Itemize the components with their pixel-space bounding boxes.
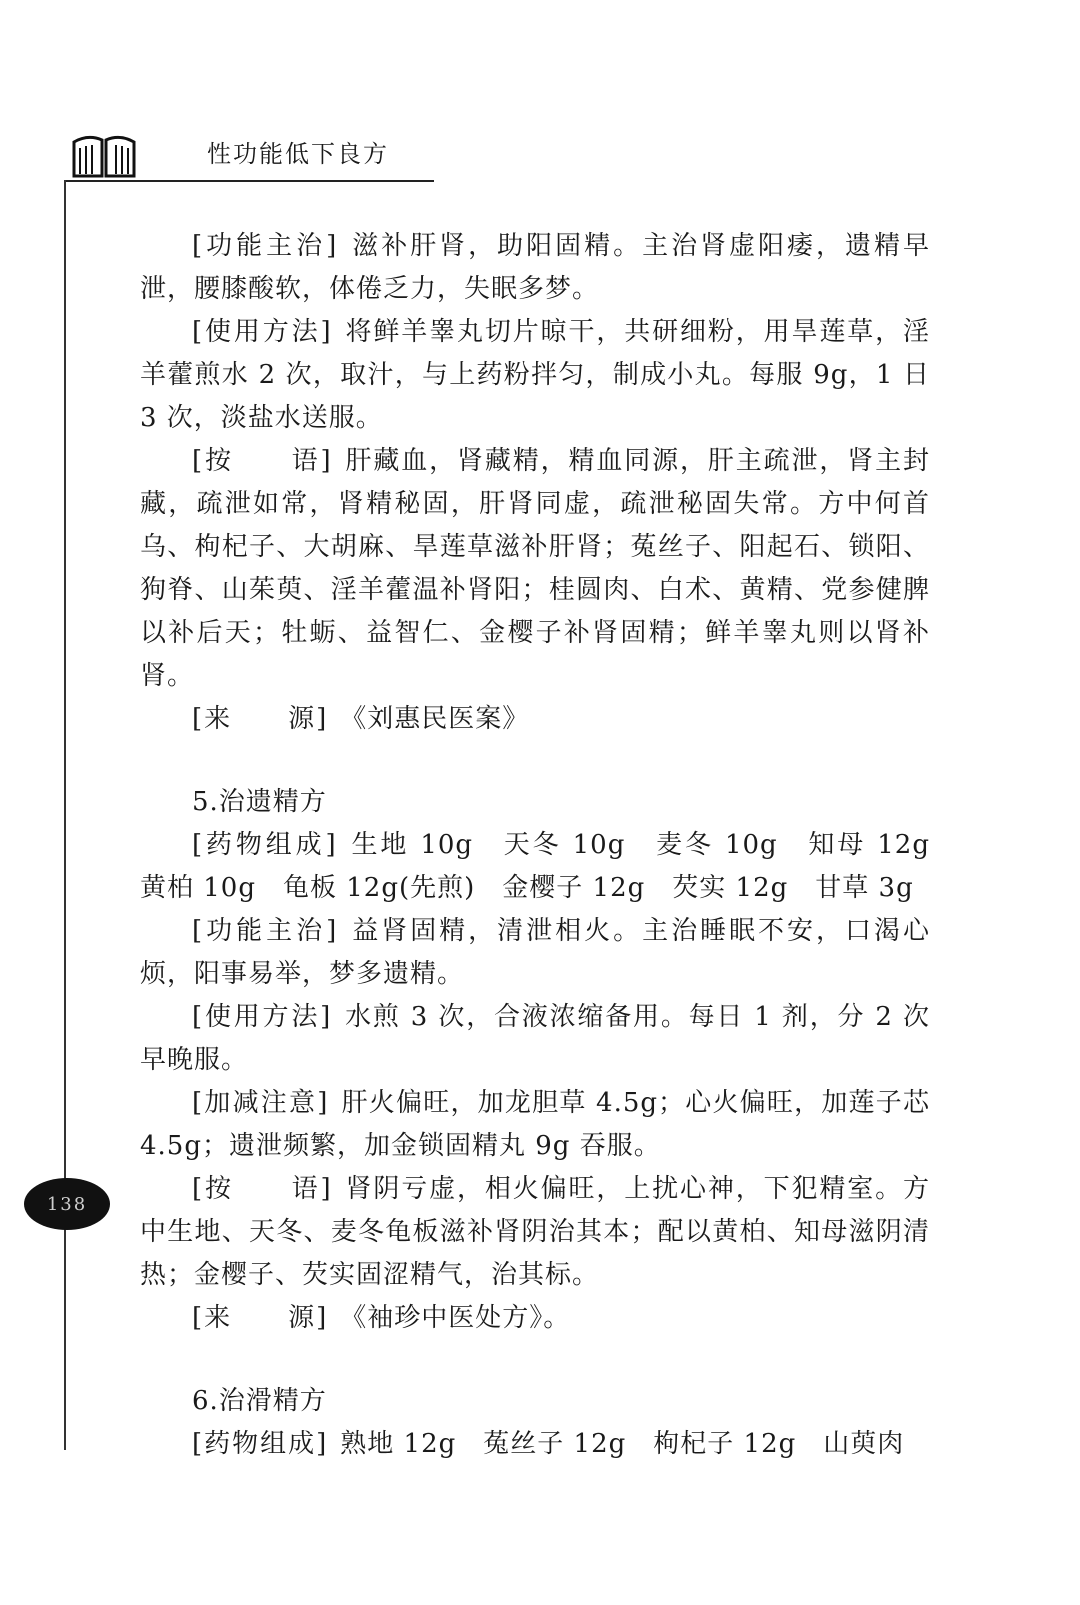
- paragraph-function: [140, 225, 930, 311]
- open-book-icon: [70, 132, 138, 180]
- paragraph-label: [按 语]: [192, 1174, 333, 1204]
- section-title-5: 5.治遗精方: [192, 787, 327, 817]
- paragraph-text: 肝藏血，肾藏精，精血同源，肝主疏泄，肾主封藏，疏泄如常，肾精秘固，肝肾同虚，疏泄秘固失常。方中何首乌、枸杞子、大胡麻、旱莲草滋补肝肾；菟丝子、阳起石、锁阳、狗脊、山茱萸、淫羊藿温补肾阳；桂圆肉、白术、黄精、党参健脾以补后天；牡蛎、益智仁、金樱子补肾固精；鲜羊睾丸则以肾补肾。: [140, 446, 930, 691]
- page-content: [140, 225, 957, 1466]
- paragraph-source: [140, 1297, 930, 1340]
- margin-rule: [64, 180, 66, 1450]
- paragraph-label: [药物组成]: [192, 830, 338, 860]
- paragraph-label: [药物组成]: [192, 1429, 329, 1459]
- running-title: 性功能低下良方: [207, 140, 389, 168]
- paragraph-label: [功能主治]: [192, 916, 339, 946]
- paragraph-usage: [140, 311, 930, 440]
- paragraph-text: 水煎 3 次，合液浓缩备用。每日 1 剂，分 2 次早晚服。: [140, 1002, 930, 1075]
- paragraph-label: [使用方法]: [192, 1002, 333, 1032]
- paragraph-source: [140, 698, 930, 741]
- header-rule: [64, 180, 434, 182]
- paragraph-text: 滋补肝肾，助阳固精。主治肾虚阳痿，遗精早泄，腰膝酸软，体倦乏力，失眠多梦。: [140, 231, 930, 304]
- paragraph-label: [来 源]: [192, 1303, 329, 1333]
- paragraph-commentary: [140, 440, 930, 698]
- paragraph-label: [功能主治]: [192, 231, 339, 261]
- paragraph-label: [使用方法]: [192, 317, 333, 347]
- paragraph-text: 《袖珍中医处方》。: [340, 1303, 571, 1333]
- paragraph-label: [来 源]: [192, 704, 329, 734]
- paragraph-text: 《刘惠民医案》: [340, 704, 530, 734]
- paragraph-ingredients: [140, 1423, 930, 1466]
- paragraph-text: 肾阴亏虚，相火偏旺，上扰心神，下犯精室。方中生地、天冬、麦冬龟板滋补肾阴治其本；配以黄柏、知母滋阴清热；金樱子、芡实固涩精气，治其标。: [140, 1174, 930, 1290]
- paragraph-text: 生地 10g 天冬 10g 麦冬 10g 知母 12g 黄柏 10g 龟板 12g(先煎) 金樱子 12g 芡实 12g 甘草 3g: [140, 830, 957, 903]
- paragraph-text: 熟地 12g 菟丝子 12g 枸杞子 12g 山萸肉: [340, 1429, 905, 1459]
- paragraph-modifications: [140, 1082, 930, 1168]
- paragraph-text: 将鲜羊睾丸切片晾干，共研细粉，用旱莲草，淫羊藿煎水 2 次，取汁，与上药粉拌匀，制成小丸。每服 9g，1 日 3 次，淡盐水送服。: [140, 317, 930, 433]
- page-number: 138: [24, 1178, 110, 1230]
- paragraph-text: 肝火偏旺，加龙胆草 4.5g；心火偏旺，加莲子芯 4.5g；遗泄频繁，加金锁固精丸 9g 吞服。: [140, 1088, 930, 1161]
- paragraph-commentary: [140, 1168, 930, 1297]
- paragraph-text: 益肾固精，清泄相火。主治睡眠不安，口渴心烦，阳事易举，梦多遗精。: [140, 916, 930, 989]
- section-title-6: 6.治滑精方: [192, 1386, 327, 1416]
- paragraph-label: [按 语]: [192, 446, 333, 476]
- paragraph-function: [140, 910, 930, 996]
- paragraph-label: [加减注意]: [192, 1088, 330, 1118]
- paragraph-ingredients: [140, 824, 957, 910]
- paragraph-usage: [140, 996, 930, 1082]
